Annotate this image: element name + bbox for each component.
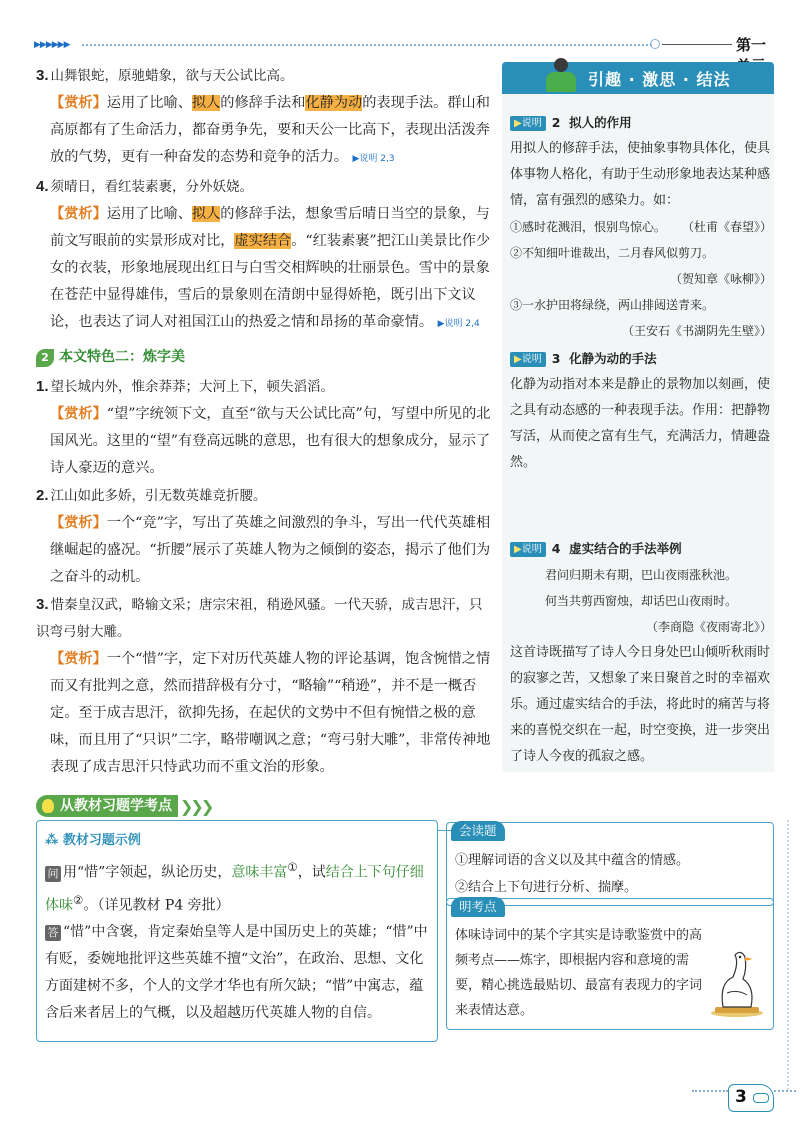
sidebar-notes: [502, 62, 774, 772]
highlight: 拟人: [191, 95, 221, 111]
header-dotted-rule: [82, 44, 652, 46]
question-text: 用“惜”字领起，纵论历史，: [63, 864, 232, 881]
question-paragraph: [45, 854, 429, 919]
poem-text: 江山如此多娇，引无数英雄竞折腰。: [50, 488, 267, 504]
footer-dotted-rule: [692, 1090, 728, 1092]
note-text: 化静为动指对本来是静止的景物加以刻画，使之具有动态感的一种表现手法。作用：把静物写活，从而使之富有生气，充满活力，情趣盎然。: [510, 377, 771, 470]
footnote-mark: ②: [73, 892, 84, 907]
item-number: 3.: [36, 67, 49, 84]
poem-line: [36, 591, 492, 646]
key-phrase: 结合上下句仔细体味: [45, 864, 424, 914]
exercise-example-header: ⁂ 教材习题示例: [45, 833, 141, 848]
analysis-text: 的修辞手法和: [220, 95, 306, 111]
exercise-example-box: [36, 820, 438, 1042]
quote-source: （李商隐《夜雨寄北》）: [645, 620, 772, 634]
note-text: 用拟人的修辞手法，使抽象事物具体化，使具体事物人格化，有助于生动形象地表达某种感情，富有强烈的感染力。如：: [510, 141, 771, 208]
read-point: ②结合上下句进行分析、揣摩。: [455, 880, 638, 895]
header-ring-icon: [650, 39, 660, 49]
margin-dotted-rule: [787, 820, 789, 1090]
sidebar-title: 引趣 · 激思 · 结法: [588, 70, 731, 89]
analysis-paragraph: [36, 646, 492, 781]
exercise-section-title: 从教材习题学考点: [36, 795, 178, 817]
exam-point-box: [446, 898, 774, 1030]
section-title-text: 本文特色二：炼字美: [59, 349, 185, 365]
question-text: 。（详见教材 P4 旁批）: [83, 897, 230, 914]
answer-text: “惜”中含褒，肯定秦始皇等人是中国历史上的英雄；“惜”中有贬，委婉地批评这些英雄不擅“文治”，在政治、思想、文化方面建树不多，个人的文学才华也有所欠缺；“惜”中寓志，蕴含后来者居上的气概，以及超越历代英雄人物的自信。: [45, 924, 428, 1022]
note-badge-label: 说明: [521, 353, 542, 365]
exam-point-tag: 明考点: [451, 897, 505, 917]
note-badge: ▶说明: [510, 542, 546, 557]
key-phrase: 意味丰富: [231, 864, 288, 881]
poem-text: 望长城内外，惟余莽莽；大河上下，顿失滔滔。: [50, 379, 335, 395]
read-question-tag: 会读题: [451, 821, 505, 841]
footnote-mark: ①: [287, 860, 298, 874]
note-reference-link[interactable]: ▶说明 2,3: [352, 154, 395, 164]
quote-line: ③一水护田将绿绕，两山排闼送青来。: [510, 298, 715, 312]
section-title: [36, 344, 492, 371]
quote-source: （贺知章《咏柳》）: [669, 272, 772, 286]
reading-person-icon: [544, 58, 578, 94]
note-reference-label: 说明 2,4: [444, 319, 480, 329]
exercise-section-header: [36, 794, 211, 818]
analysis-tag: 【赏析】: [50, 651, 107, 667]
analysis-tag: 【赏析】: [50, 406, 107, 422]
quote-line: ②不知细叶谁裁出，二月春风似剪刀。: [510, 246, 715, 260]
header-rule: [662, 44, 732, 45]
item-number: 3.: [36, 596, 49, 613]
analysis-text: 运用了比喻、: [106, 206, 192, 222]
item-number: 2.: [36, 487, 49, 504]
poem-line: [36, 173, 492, 201]
analysis-text: 的修辞手法，想象雪后晴日当空的景象，与前文写眼前的实景形成对比，: [50, 206, 490, 249]
note-title: 虚实结合的手法举例: [569, 541, 682, 556]
poem-text: 山舞银蛇，原驰蜡象，欲与天公试比高。: [50, 68, 294, 84]
arrow-decoration-icon: ▶▶▶▶▶▶: [34, 40, 70, 50]
analysis-text: 一个“竞”字，写出了英雄之间激烈的争斗，写出一代代英雄相继崛起的盛况。“折腰”展示了英雄人物为之倾倒的姿态，揭示了他们为之奋斗的动机。: [50, 515, 491, 585]
item-number: 4.: [36, 178, 49, 195]
analysis-tag: 【赏析】: [50, 95, 107, 111]
sidebar-body: [510, 108, 772, 770]
note-number: 3: [551, 351, 561, 366]
highlight: 拟人: [191, 206, 221, 222]
analysis-paragraph: [36, 510, 492, 591]
analysis-paragraph: [36, 90, 492, 173]
item-number: 1.: [36, 378, 49, 395]
analysis-paragraph: [36, 401, 492, 482]
question-badge: 问: [45, 866, 61, 882]
analysis-text: 一个“惜”字，定下对历代英雄人物的评论基调，饱含惋惜之情而又有批判之意，然而措辞极有分寸，“略输”“稍逊”，并不是一概否定。至于成吉思汗，欲抑先扬，在起伏的文势中不但有惋惜之极的意味，而且用了“只识”二字，略带嘲讽之意；“弯弓射大雕”，非常传神地表现了成吉思汗只恃武功而不重文治的形象。: [50, 651, 491, 775]
analysis-text: 运用了比喻、: [106, 95, 192, 111]
note-badge: ▶说明: [510, 352, 546, 367]
analysis-text: “望”字统领下文，直至“欲与天公试比高”句，写望中所见的北国风光。这里的“望”有登高远眺的意思，也有很大的想象成分，显示了诗人豪迈的意兴。: [50, 406, 491, 476]
note-text: 这首诗既描写了诗人今日身处巴山倾听秋雨时的寂寥之苦，又想象了来日聚首之时的幸福欢乐。通过虚实结合的手法，将此时的痛苦与将来的喜悦交织在一起，时空变换，进一步突出了诗人今夜的孤寂之感。: [510, 645, 771, 764]
read-point: ①理解词语的含义以及其中蕴含的情感。: [455, 853, 690, 868]
chevrons-icon: ❯❯❯: [180, 796, 212, 816]
note-badge-label: 说明: [521, 543, 542, 555]
analysis-tag: 【赏析】: [50, 206, 107, 222]
page-number: 3: [735, 1087, 747, 1107]
answer-paragraph: [45, 919, 429, 1027]
poem-text: 须晴日，看红装素裹，分外妖娆。: [50, 179, 254, 195]
question-text: ，试: [297, 864, 326, 881]
highlight: 虚实结合: [234, 233, 292, 249]
leaf-number-icon: 2: [36, 349, 54, 367]
analysis-text: 的表现手法。群山和高原都有了生命活力，都奋勇争先，要和天公一比高下，表现出活泼奔放的气势，更有一种奋发的态势和竞争的活力。: [50, 95, 490, 165]
poem-line: [36, 482, 492, 510]
main-column: [36, 62, 492, 781]
note-number: 4: [551, 541, 561, 556]
quote-line: 何当共剪西窗烛，却话巴山夜雨时。: [544, 594, 737, 608]
note-heading: [510, 110, 772, 136]
poem-text: 惜秦皇汉武，略输文采；唐宗宋祖，稍逊风骚。一代天骄，成吉思汗，只识弯弓射大雕。: [36, 597, 483, 640]
page-header: [34, 34, 774, 56]
exercise-example-title: 教材习题示例: [62, 833, 141, 848]
quote-line: ①感时花溅泪，恨别鸟惊心。: [510, 220, 667, 234]
poem-line: [36, 373, 492, 401]
pointing-hand-icon: [753, 1093, 769, 1103]
quote-source: （杜甫《春望》）: [681, 220, 772, 234]
unit-title: 第一: [736, 36, 767, 54]
page-number-badge: [728, 1084, 774, 1112]
quote-line: 君问归期未有期，巴山夜雨涨秋池。: [544, 568, 737, 582]
note-reference-link[interactable]: ▶说明 2,4: [437, 319, 480, 329]
read-question-box: [446, 822, 774, 906]
note-title: 化静为动的手法: [569, 351, 657, 366]
note-reference-label: 说明 2,3: [359, 154, 395, 164]
goose-mascot-icon: [709, 947, 765, 1019]
note-badge-label: 说明: [521, 117, 542, 129]
quote-source: （王安石《书湖阴先生壁》）: [621, 324, 772, 338]
analysis-paragraph: [36, 201, 492, 338]
exam-point-text: 体味诗词中的某个字其实是诗歌鉴赏中的高频考点——炼字，即根据内容和意境的需要，精心挑选最贴切、最富有表现力的字词来表情达意。: [455, 928, 703, 1018]
note-title: 拟人的作用: [569, 115, 632, 130]
answer-badge: 答: [45, 925, 61, 941]
analysis-tag: 【赏析】: [50, 515, 107, 531]
analysis-text: 。“红装素裹”把江山美景比作少女的衣装，形象地展现出红日与白雪交相辉映的壮丽景色。雪中的景象在苍茫中显得雄伟，雪后的景象则在清朗中显得娇艳，既引出下文议论，也表达了词人对祖国江山的热爱之情和昂扬的革命豪情。: [50, 233, 491, 330]
note-heading: [510, 346, 772, 372]
poem-line: [36, 62, 492, 90]
footer-dotted-rule: [774, 1090, 796, 1092]
note-number: 2: [551, 115, 561, 130]
note-heading: [510, 536, 772, 562]
note-badge: ▶说明: [510, 116, 546, 131]
sidebar-header: [502, 62, 774, 94]
highlight: 化静为动: [305, 95, 363, 111]
